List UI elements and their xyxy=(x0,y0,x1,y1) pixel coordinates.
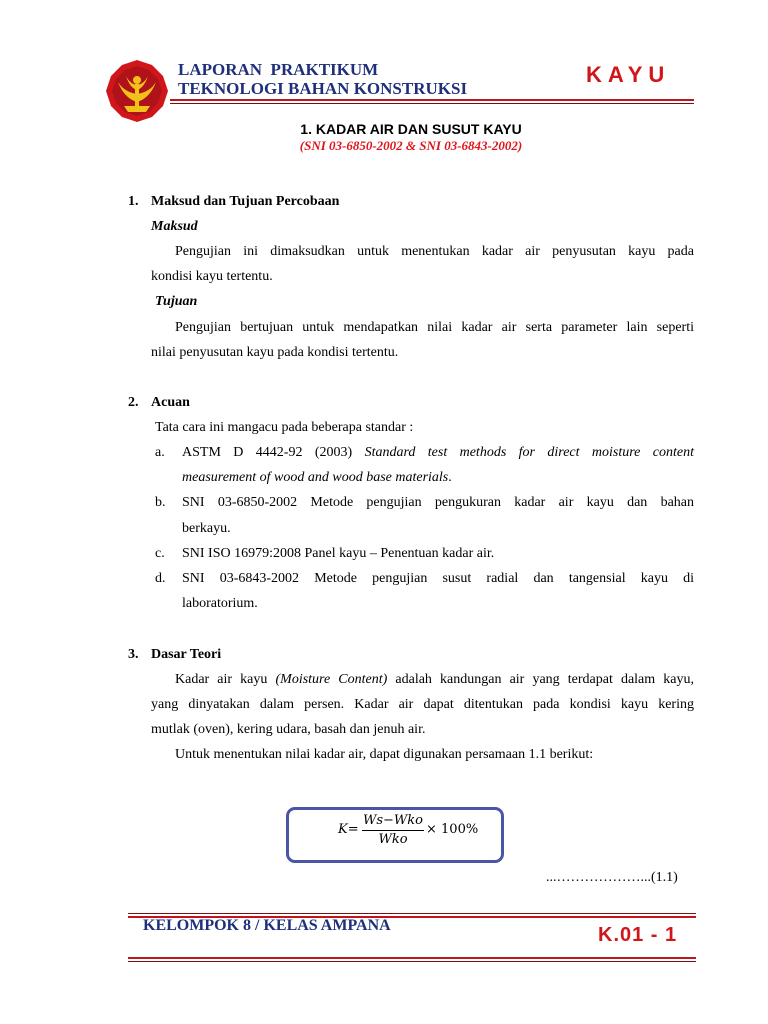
header-divider-thin xyxy=(170,103,694,104)
acuan-item-d-marker: d. xyxy=(155,571,166,586)
equation-reference: ...………………...(1.1) xyxy=(546,870,678,885)
section1-number: 1. xyxy=(128,194,139,209)
tujuan-paragraph-line1: Pengujian bertujuan untuk mendapatkan nilai kadar air serta parameter lain seperti xyxy=(175,320,694,335)
formula-multiplier: × 100% xyxy=(426,822,479,837)
formula-lhs: K= xyxy=(338,822,359,837)
dasar-teori-line1: Kadar air kayu (Moisture Content) adalah kandungan air yang terdapat dalam kayu, xyxy=(175,672,694,687)
university-logo xyxy=(104,58,170,124)
topic-label: KAYU xyxy=(586,62,671,87)
section3-number: 3. xyxy=(128,647,139,662)
report-title-line1: LAPORAN PRAKTIKUM xyxy=(178,60,379,79)
acuan-item-d-line1: SNI 03-6843-2002 Metode pengujian susut radial dan tangensial kayu di xyxy=(182,571,694,586)
report-title xyxy=(178,60,467,98)
acuan-item-c-line1: SNI ISO 16979:2008 Panel kayu – Penentuan kadar air. xyxy=(182,546,495,561)
acuan-item-a-line2: measurement of wood and wood base materials. xyxy=(182,470,452,485)
acuan-intro: Tata cara ini mangacu pada beberapa standar : xyxy=(155,420,414,435)
page-number: K.01 - 1 xyxy=(598,924,678,946)
dasar-teori-line4: Untuk menentukan nilai kadar air, dapat digunakan persamaan 1.1 berikut: xyxy=(175,747,594,762)
acuan-item-b-line2: berkayu. xyxy=(182,521,231,536)
maksud-label: Maksud xyxy=(151,219,198,234)
tujuan-label: Tujuan xyxy=(155,294,198,309)
moisture-formula xyxy=(286,807,504,863)
section1-heading: Maksud dan Tujuan Percobaan xyxy=(151,194,340,209)
footer-bottom-divider xyxy=(128,957,696,959)
header-divider xyxy=(170,99,694,101)
acuan-item-c-marker: c. xyxy=(155,546,165,561)
report-title-line2: TEKNOLOGI BAHAN KONSTRUKSI xyxy=(178,79,468,98)
maksud-paragraph-line2: kondisi kayu tertentu. xyxy=(151,269,273,284)
footer-divider-thin xyxy=(128,913,696,914)
acuan-item-d-line2: laboratorium. xyxy=(182,596,258,611)
footer-bottom-divider-thin xyxy=(128,961,696,962)
tujuan-paragraph-line2: nilai penyusutan kayu pada kondisi tertentu. xyxy=(151,345,399,360)
formula-fraction xyxy=(362,813,424,848)
section3-heading: Dasar Teori xyxy=(151,647,222,662)
acuan-item-b-marker: b. xyxy=(155,495,166,510)
document-title: 1. KADAR AIR DAN SUSUT KAYU xyxy=(300,121,522,137)
footer-group-label: KELOMPOK 8 / KELAS AMPANA xyxy=(143,917,391,934)
acuan-item-b-line1: SNI 03-6850-2002 Metode pengujian pengukuran kadar air kayu dan bahan xyxy=(182,495,694,510)
formula-denominator: Wko xyxy=(378,832,408,847)
dasar-teori-line3: mutlak (oven), kering udara, basah dan jenuh air. xyxy=(151,722,426,737)
document-subtitle: (SNI 03-6850-2002 & SNI 03-6843-2002) xyxy=(299,138,523,153)
acuan-item-a-marker: a. xyxy=(155,445,165,460)
formula-numerator: Ws−Wko xyxy=(363,813,423,828)
maksud-paragraph-line1: Pengujian ini dimaksudkan untuk menentukan kadar air penyusutan kayu pada xyxy=(175,244,694,259)
section2-number: 2. xyxy=(128,395,139,410)
fraction-bar xyxy=(362,830,424,831)
acuan-item-a-line1: ASTM D 4442-92 (2003) Standard test methods for direct moisture content xyxy=(182,445,694,460)
dasar-teori-line2: yang dinyatakan dalam persen. Kadar air dapat ditentukan pada kondisi kayu kering xyxy=(151,697,694,712)
section2-heading: Acuan xyxy=(151,395,190,410)
